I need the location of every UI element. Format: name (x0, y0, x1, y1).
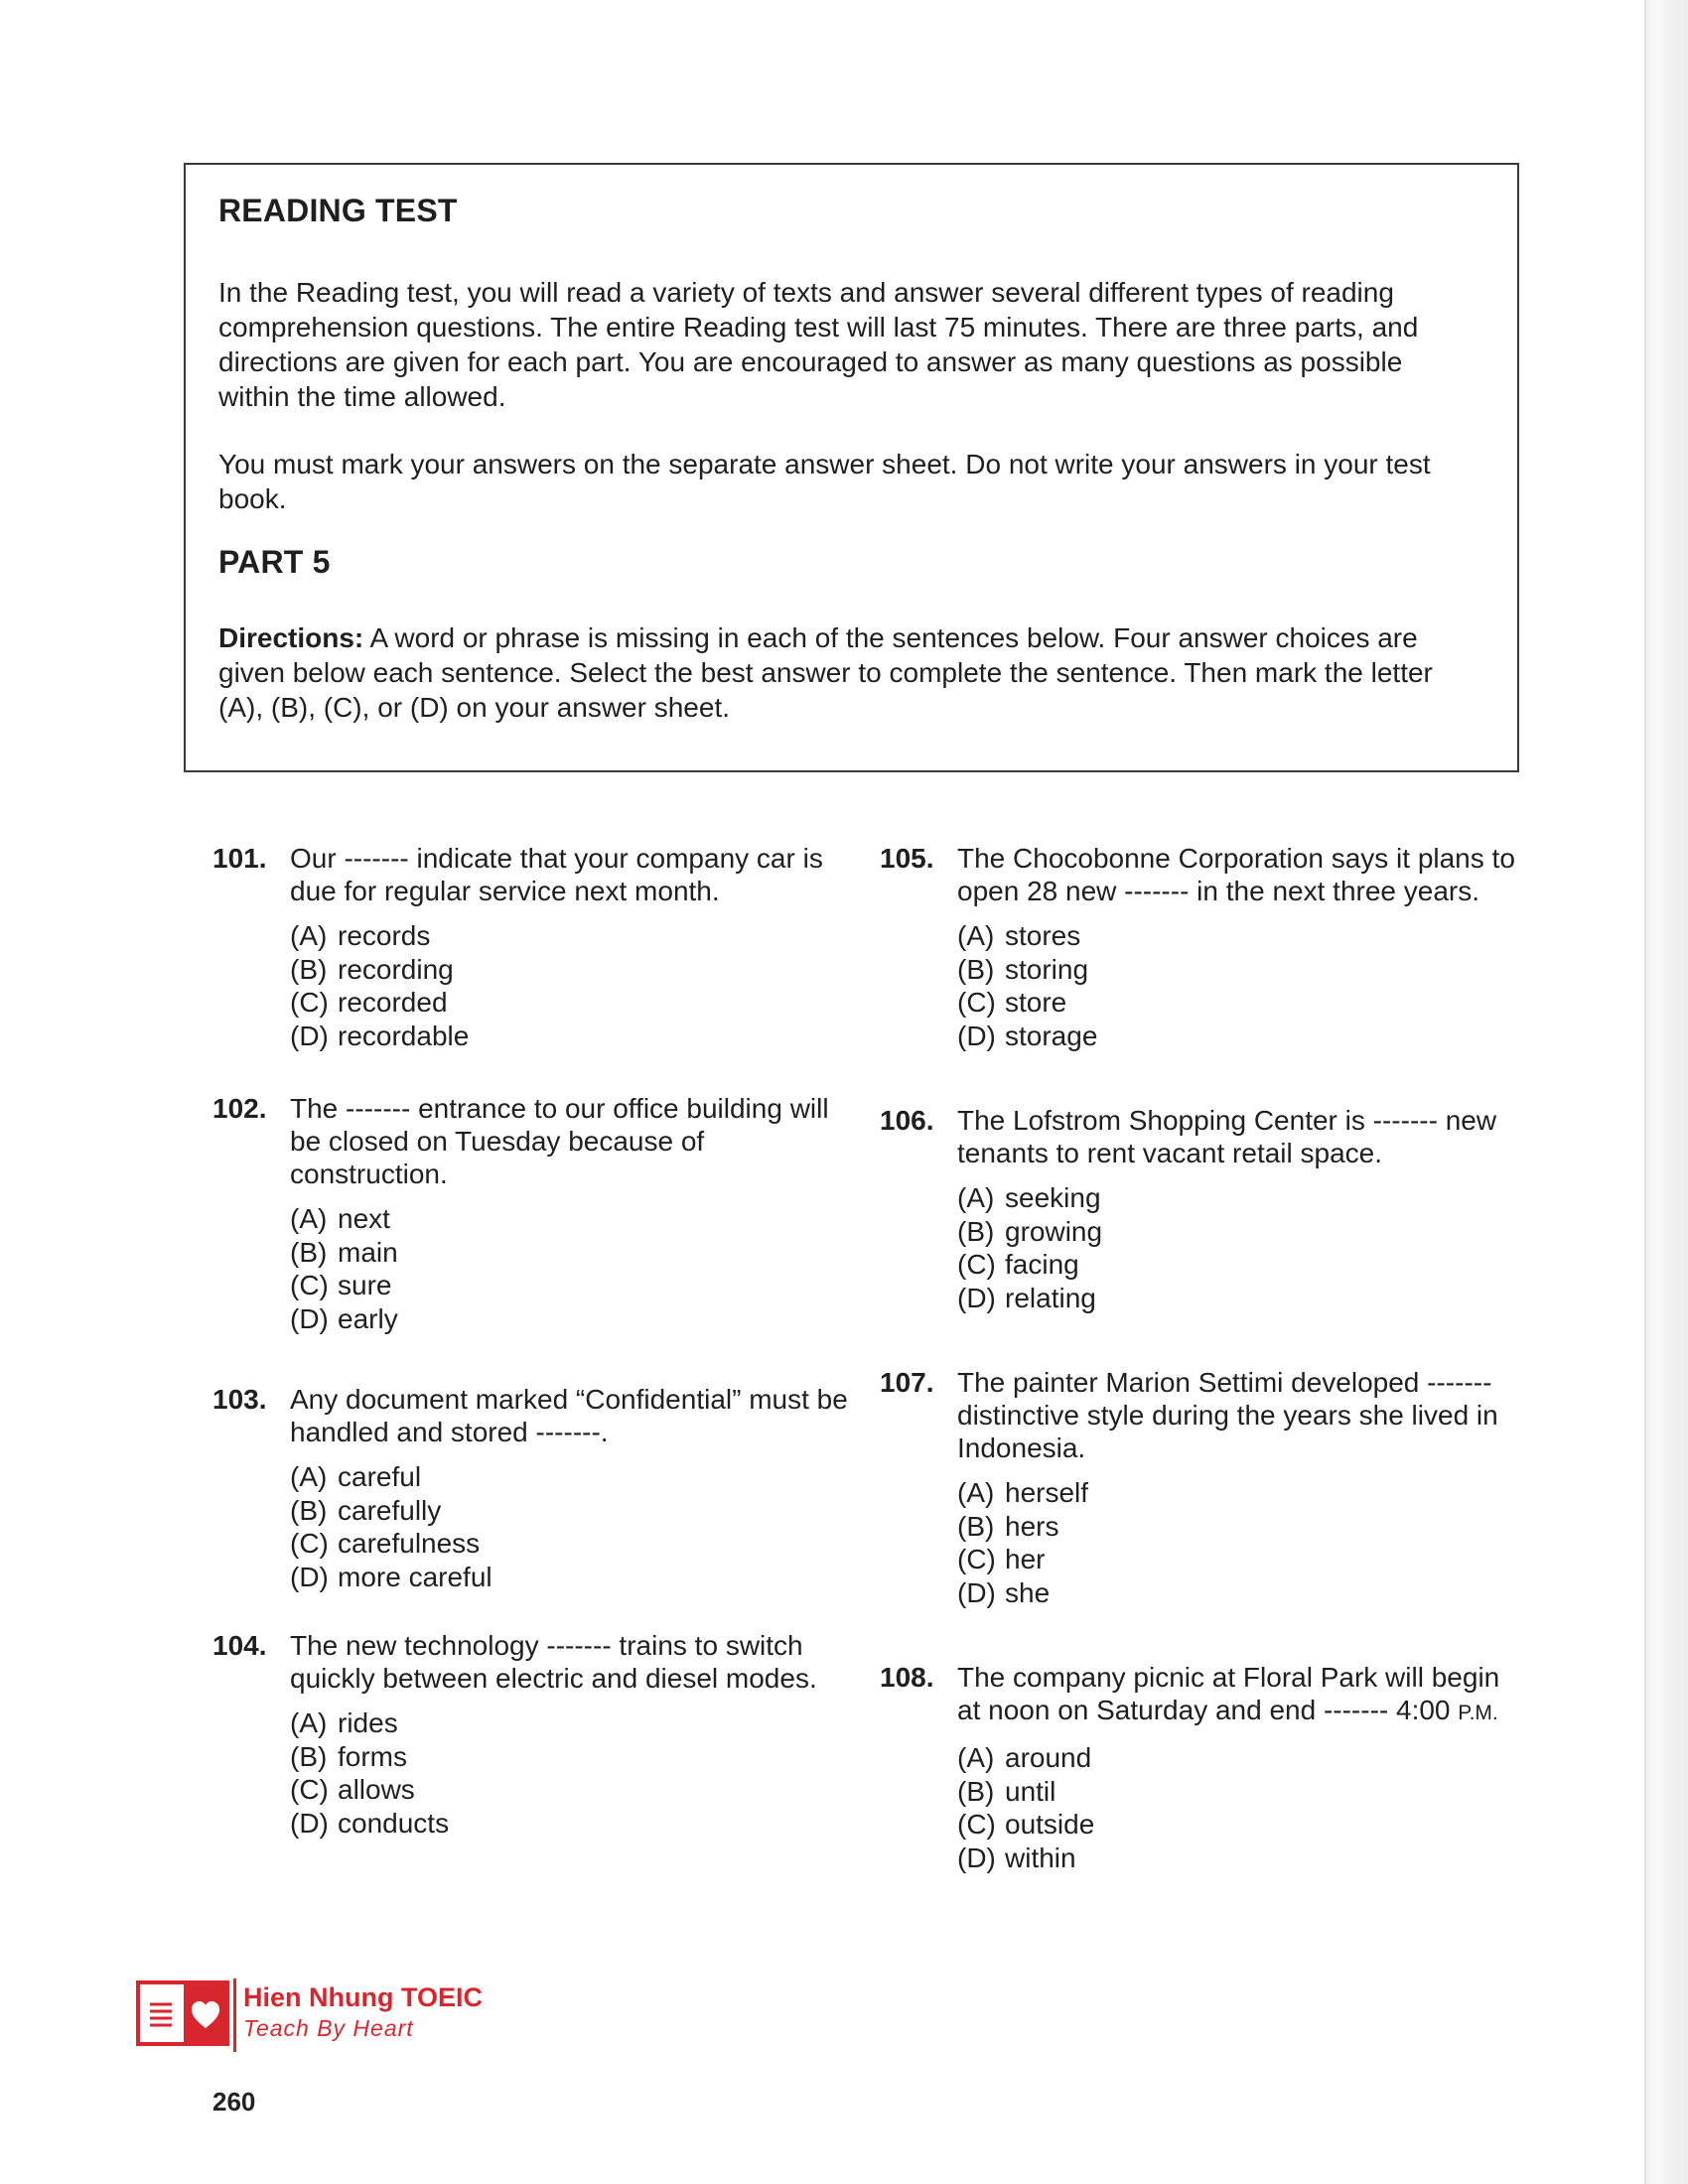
option-letter: (A) (957, 920, 995, 951)
option-letter: (D) (957, 1576, 996, 1608)
page-number: 260 (212, 2087, 256, 2116)
answer-option-b[interactable] (957, 953, 1515, 987)
question-text: Any document marked “Confidential” must be handled and stored -------. (290, 1384, 848, 1447)
question-text: The ------- entrance to our office building will be closed on Tuesday because of construction. (290, 1093, 829, 1189)
question-number: 108. (880, 1662, 934, 1693)
answer-option-d[interactable] (290, 1302, 848, 1336)
answer-option-d[interactable] (957, 1842, 1515, 1875)
option-letter: (C) (290, 1528, 329, 1559)
option-letter: (B) (957, 1775, 995, 1807)
option-text: careful (338, 1461, 422, 1492)
answer-option-d[interactable] (290, 1807, 848, 1841)
answer-option-b[interactable] (290, 1236, 848, 1270)
option-letter: (B) (957, 953, 995, 985)
option-letter: (D) (957, 1020, 996, 1051)
option-letter: (C) (290, 1774, 329, 1805)
time-suffix: P.M. (1458, 1702, 1498, 1724)
question-text: The new technology ------- trains to switch quickly between electric and diesel modes. (290, 1630, 817, 1694)
questions-left-column (212, 842, 848, 1840)
answer-option-d[interactable] (290, 1561, 848, 1594)
option-letter: (B) (957, 1215, 995, 1247)
option-letter: (C) (957, 1544, 996, 1574)
reading-test-heading: READING TEST (218, 193, 458, 228)
option-text: her (1005, 1544, 1046, 1574)
answer-option-d[interactable] (957, 1282, 1515, 1315)
option-letter: (A) (290, 920, 328, 951)
question-text (957, 1661, 1515, 1729)
question-107 (880, 1366, 1515, 1609)
option-letter: (D) (290, 1561, 329, 1592)
answer-options (957, 1476, 1515, 1609)
answer-option-c[interactable] (290, 986, 848, 1020)
option-text: relating (1005, 1282, 1096, 1313)
option-text: early (338, 1302, 398, 1334)
answer-options (290, 1202, 848, 1335)
question-number: 101. (212, 843, 267, 874)
question-102 (212, 1092, 848, 1335)
question-number: 102. (212, 1093, 267, 1124)
page-edge-line (1644, 0, 1646, 2184)
answer-options (290, 1460, 848, 1593)
question-text: The painter Marion Settimi developed ------- distinctive style during the years she lived in Indonesia. (957, 1367, 1498, 1463)
answer-option-c[interactable] (957, 1808, 1515, 1842)
answer-options (290, 919, 848, 1052)
option-letter: (D) (957, 1282, 996, 1313)
option-text: seeking (1005, 1182, 1101, 1213)
questions-right-column (880, 842, 1515, 1874)
option-text: herself (1005, 1477, 1089, 1508)
answer-option-b[interactable] (957, 1215, 1515, 1249)
answer-option-b[interactable] (957, 1775, 1515, 1809)
option-text: within (1005, 1842, 1076, 1873)
answer-option-c[interactable] (290, 1269, 848, 1302)
option-letter: (A) (290, 1203, 328, 1234)
option-letter: (C) (957, 1809, 996, 1840)
answer-option-b[interactable] (957, 1510, 1515, 1544)
option-letter: (C) (290, 987, 329, 1018)
option-text: conducts (338, 1807, 450, 1839)
answer-option-c[interactable] (290, 1527, 848, 1561)
reading-test-intro-box (184, 163, 1519, 772)
answer-option-a[interactable] (957, 1181, 1515, 1215)
answer-option-a[interactable] (290, 919, 848, 953)
part-heading: PART 5 (218, 544, 331, 580)
question-number: 107. (880, 1367, 934, 1398)
option-text: recording (338, 953, 454, 985)
option-letter: (A) (957, 1742, 995, 1773)
answer-option-b[interactable] (290, 953, 848, 987)
option-letter: (C) (957, 1249, 996, 1280)
answer-option-c[interactable] (957, 1543, 1515, 1576)
option-text: records (338, 920, 431, 951)
logo-tagline: Teach By Heart (243, 2015, 414, 2041)
page-edge-shadow (1644, 0, 1688, 2184)
answer-option-d[interactable] (957, 1576, 1515, 1610)
option-text: carefully (338, 1494, 442, 1526)
question-number: 103. (212, 1384, 267, 1415)
question-text-main: The company picnic at Floral Park will begin at noon on Saturday and end ------- 4:00 (957, 1662, 1500, 1725)
option-text: facing (1005, 1249, 1079, 1280)
option-text: forms (338, 1740, 407, 1772)
option-letter: (B) (290, 1236, 328, 1268)
option-letter: (C) (957, 987, 996, 1018)
option-text: main (338, 1236, 398, 1268)
answer-option-a[interactable] (957, 1741, 1515, 1775)
option-letter: (D) (290, 1020, 329, 1051)
option-letter: (D) (290, 1302, 329, 1334)
option-text: allows (338, 1774, 415, 1805)
question-text: The Lofstrom Shopping Center is ------- new tenants to rent vacant retail space. (957, 1105, 1497, 1168)
intro-paragraph-1: In the Reading test, you will read a variety of texts and answer several different types of reading comprehension questions. The entire Reading test will last 75 minutes. There are three parts, and directions are given for each part. You are encouraged to answer as many questions as possible within the time allowed. (218, 277, 1419, 412)
option-letter: (D) (957, 1842, 996, 1873)
answer-option-c[interactable] (290, 1773, 848, 1807)
answer-option-a[interactable] (290, 1460, 848, 1494)
option-text: more careful (338, 1561, 492, 1592)
option-text: next (338, 1203, 390, 1234)
option-text: rides (338, 1707, 398, 1738)
option-text: sure (338, 1270, 392, 1300)
option-letter: (A) (957, 1182, 995, 1213)
answer-options (290, 1706, 848, 1840)
option-text: growing (1005, 1215, 1103, 1247)
option-text: she (1005, 1576, 1051, 1608)
question-number: 104. (212, 1630, 267, 1661)
answer-option-c[interactable] (957, 1248, 1515, 1282)
option-text: hers (1005, 1510, 1059, 1542)
intro-paragraph-2: You must mark your answers on the separate answer sheet. Do not write your answers in your test book. (218, 449, 1431, 514)
option-letter: (B) (290, 1494, 328, 1526)
option-text: recorded (338, 987, 448, 1018)
answer-option-a[interactable] (290, 1202, 848, 1236)
option-text: stores (1005, 920, 1081, 951)
directions-label: Directions: (218, 622, 364, 653)
option-letter: (B) (290, 953, 328, 985)
question-108 (880, 1661, 1515, 1874)
answer-options (957, 1181, 1515, 1314)
option-text: around (1005, 1742, 1092, 1773)
option-text: outside (1005, 1809, 1095, 1840)
answer-option-d[interactable] (957, 1020, 1515, 1053)
answer-option-b[interactable] (290, 1494, 848, 1528)
answer-option-c[interactable] (957, 986, 1515, 1020)
option-text: store (1005, 987, 1067, 1018)
question-103 (212, 1383, 848, 1593)
option-text: storage (1005, 1020, 1098, 1051)
logo-divider (233, 1979, 236, 2052)
option-letter: (D) (290, 1807, 329, 1839)
directions (218, 620, 1479, 725)
answer-option-b[interactable] (290, 1740, 848, 1774)
answer-option-a[interactable] (957, 919, 1515, 953)
option-letter: (A) (290, 1707, 328, 1738)
option-letter: (B) (290, 1740, 328, 1772)
question-106 (880, 1104, 1515, 1314)
brand-logo (136, 1979, 732, 2058)
question-text: The Chocobonne Corporation says it plans to open 28 new ------- in the next three years. (957, 843, 1515, 906)
option-letter: (A) (290, 1461, 328, 1492)
option-letter: (C) (290, 1270, 329, 1300)
directions-text: A word or phrase is missing in each of the sentences below. Four answer choices are given below each sentence. Select the best answer to complete the sentence. Then mark the letter (A), (B), (C), or (D) on your answer sheet. (218, 622, 1433, 723)
question-105 (880, 842, 1515, 1052)
option-text: until (1005, 1775, 1056, 1807)
option-text: storing (1005, 953, 1089, 985)
open-book-heart-icon (136, 1979, 231, 2050)
option-letter: (A) (957, 1477, 995, 1508)
answer-options (957, 1741, 1515, 1874)
option-letter: (B) (957, 1510, 995, 1542)
answer-option-a[interactable] (290, 1706, 848, 1740)
option-text: carefulness (338, 1528, 481, 1559)
option-text: recordable (338, 1020, 470, 1051)
answer-option-d[interactable] (290, 1020, 848, 1053)
logo-title: Hien Nhung TOEIC (243, 1982, 483, 2012)
question-number: 105. (880, 843, 934, 874)
answer-options (957, 919, 1515, 1052)
question-104 (212, 1629, 848, 1840)
question-101 (212, 842, 848, 1052)
question-number: 106. (880, 1105, 934, 1136)
question-text: Our ------- indicate that your company car is due for regular service next month. (290, 843, 823, 906)
answer-option-a[interactable] (957, 1476, 1515, 1510)
